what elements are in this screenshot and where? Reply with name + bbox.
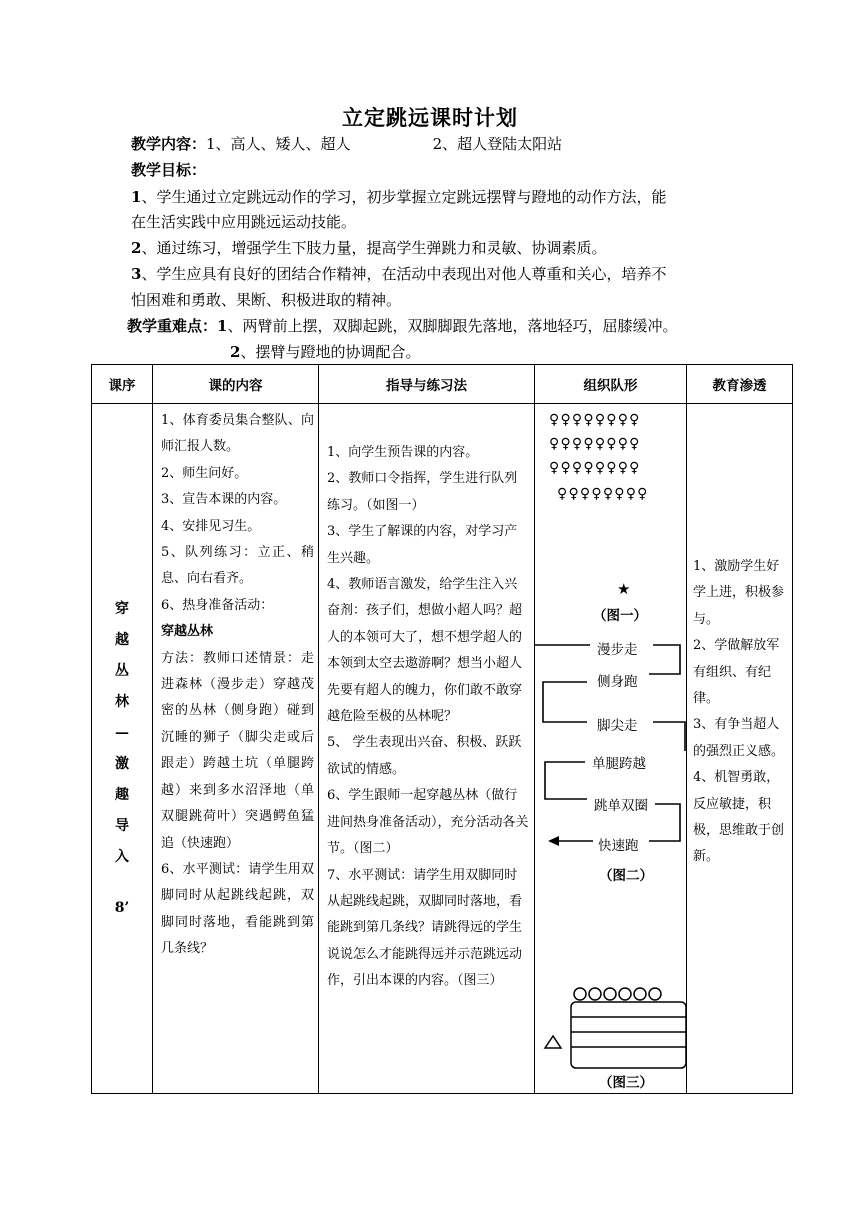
figure-1-caption: （图一） (593, 608, 647, 623)
formation-row-1: ♀♀♀♀♀♀♀♀ (549, 412, 641, 428)
page-title: 立定跳远课时计划 (342, 105, 518, 130)
triangle-icon (545, 1036, 561, 1048)
key-points-label: 教学重难点： (127, 317, 218, 335)
header-guidance: 指导与练习法 (319, 365, 535, 404)
formation-diagram (535, 404, 687, 1094)
formation-row-4: ♀♀♀♀♀♀♀♀ (557, 486, 649, 502)
route-step-2: 侧身跑 (597, 674, 638, 689)
content-subheading: 穿越丛林 (161, 624, 214, 640)
guidance-item: 7、水平测试：请学生用双脚同时从起跳线起跳，双脚同时落地，看能跳到第几条线？请跳得远的学生说说怎么才能跳得远并示范跳远动作，引出本课的内容。（图三） (327, 867, 523, 989)
guidance-item: 5、 学生表现出兴奋、积极、跃跃欲试的情感。 (327, 735, 522, 777)
content-item: 1、体育委员集合整队、向师汇报人数。 (161, 413, 314, 455)
table-row (92, 404, 793, 1094)
jump-lines-diagram (545, 988, 686, 1068)
route-step-1: 漫步走 (597, 642, 638, 657)
guidance-item: 6、学生跟师一起穿越丛林（做行进间热身准备活动），充分活动各关节。（图二） (327, 788, 529, 857)
header-education: 教育渗透 (687, 365, 793, 404)
section-time: 8’ (114, 900, 130, 916)
formation-row-3: ♀♀♀♀♀♀♀♀ (549, 460, 641, 476)
guidance-cell (319, 404, 535, 1094)
figure-3-caption: （图三） (599, 1075, 653, 1090)
guidance-item: 4、教师语言激发，给学生注入兴奋剂：孩子们，想做小超人吗？超人的本领可大了，想不想学超人的本领到太空去遨游啊？想当小超人先要有超人的魄力，你们敢不敢穿越危险至极的丛林呢？ (327, 577, 523, 725)
key-point-1: 教学重难点：1、两臂前上摆，双脚起跳，双脚脚跟先落地，落地轻巧，屈膝缓冲。 (127, 317, 678, 335)
header-formation: 组织队形 (535, 365, 687, 404)
education-cell (687, 404, 793, 1094)
header-content: 课的内容 (153, 365, 319, 404)
education-item: 3、有争当超人的强烈正义感。 (693, 717, 785, 759)
content-item: 6、水平测试：请学生用双脚同时从起跳线起跳，双脚同时落地，看能跳到第几条线？ (161, 861, 314, 957)
goals-label: 教学目标： (131, 161, 207, 179)
content-cell (153, 404, 319, 1094)
goal-3-line-2: 怕困难和勇敢、果断、积极进取的精神。 (131, 291, 402, 309)
teaching-content-item-2: 2、超人登陆太阳站 (432, 135, 563, 153)
route-step-5: 跳单双圈 (594, 798, 648, 813)
route-step-3: 脚尖走 (597, 718, 638, 733)
key-point-2: 2、摆臂与蹬地的协调配合。 (230, 343, 421, 361)
route-step-6: 快速跑 (598, 838, 639, 853)
teacher-star-icon: ★ (617, 580, 631, 598)
content-item: 3、宣告本课的内容。 (161, 492, 287, 508)
teaching-content-item-1: 1、高人、矮人、超人 (206, 135, 351, 153)
education-item: 2、学做解放军有组织、有纪律。 (693, 638, 780, 707)
content-item: 5、队列练习：立正、稍息、向右看齐。 (161, 545, 314, 587)
figure-2-caption: （图二） (599, 868, 653, 883)
education-item: 4、机智勇敢，反应敏捷，积极，思维敢于创新。 (693, 770, 785, 865)
guidance-item: 1、向学生预告课的内容。 (327, 445, 479, 460)
goal-3-line-1: 3、学生应具有良好的团结合作精神，在活动中表现出对他人尊重和关心，培养不 (131, 265, 667, 283)
table-header-row (92, 365, 793, 404)
content-item: 6、热身准备活动： (161, 597, 274, 613)
goal-2: 2、通过练习，增强学生下肢力量，提高学生弹跳力和灵敏、协调素质。 (131, 239, 607, 257)
content-item: 4、安排见习生。 (161, 518, 261, 534)
lesson-plan-table (91, 364, 793, 1094)
goal-1-line-2: 在生活实践中应用跳远运动技能。 (131, 213, 357, 231)
content-item: 方法：教师口述情景：走进森林（漫步走）穿越茂密的丛林（侧身跑）碰到沉睡的狮子（脚尖走或后跟走）跨越土坑（单腿跨越）来到多水沼泽地（单双腿跳荷叶）突遇鳄鱼猛追（快速跑） (161, 650, 314, 851)
teaching-content-line (131, 134, 562, 154)
header-lesson-order: 课序 (92, 365, 153, 404)
content-item: 2、师生问好。 (161, 465, 248, 481)
goal-1-line-1: 1、学生通过立定跳远动作的学习，初步掌握立定跳远摆臂与蹬地的动作方法，能 (131, 188, 667, 206)
formation-row-2: ♀♀♀♀♀♀♀♀ (549, 436, 641, 452)
guidance-item: 3、学生了解课的内容，对学习产生兴趣。 (327, 524, 518, 566)
formation-cell (535, 404, 687, 1094)
arrow-left-icon (548, 836, 559, 846)
route-step-4: 单腿跨越 (592, 756, 646, 771)
teaching-content-label: 教学内容： (131, 135, 207, 153)
education-item: 1、激励学生好学上进，积极参与。 (693, 559, 785, 627)
guidance-item: 2、教师口令指挥，学生进行队列练习。（如图一） (327, 471, 518, 513)
section-title-cell: 穿 越 丛 林 — 激 趣 导 入 8’ (92, 404, 153, 1094)
